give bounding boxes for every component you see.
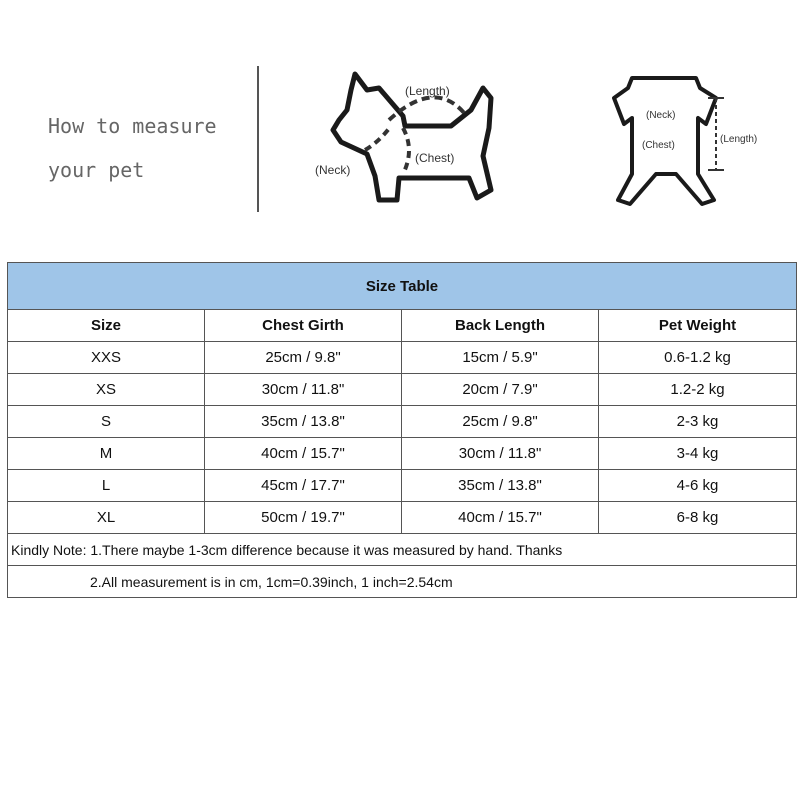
chest-measure-line — [403, 128, 409, 174]
table-row — [8, 374, 797, 406]
note-row — [8, 534, 797, 566]
size-cell: S — [8, 406, 205, 438]
column-header: Pet Weight — [599, 310, 797, 342]
pet-weight-cell: 3-4 kg — [599, 438, 797, 470]
dog-length-label: (Length) — [405, 84, 450, 98]
table-row — [8, 342, 797, 374]
size-cell: XS — [8, 374, 205, 406]
table-row — [8, 470, 797, 502]
title-line-2: your pet — [48, 158, 145, 182]
chest-girth-cell: 40cm / 15.7" — [205, 438, 402, 470]
neck-measure-line — [365, 126, 391, 150]
back-length-cell: 20cm / 7.9" — [402, 374, 599, 406]
back-length-cell: 40cm / 15.7" — [402, 502, 599, 534]
dog-chest-label: (Chest) — [415, 151, 455, 165]
size-cell: XXS — [8, 342, 205, 374]
pet-weight-cell: 4-6 kg — [599, 470, 797, 502]
table-row — [8, 438, 797, 470]
kindly-note-1: Kindly Note: 1.There maybe 1-3cm difference because it was measured by hand. Thanks — [8, 534, 797, 566]
title-line-1: How to measure — [48, 114, 217, 138]
column-header: Back Length — [402, 310, 599, 342]
size-cell: XL — [8, 502, 205, 534]
size-table-caption: Size Table — [8, 263, 797, 310]
chest-girth-cell: 50cm / 19.7" — [205, 502, 402, 534]
chest-girth-cell: 25cm / 9.8" — [205, 342, 402, 374]
shirt-length-label: (Length) — [720, 134, 758, 145]
shirt-measure-diagram — [592, 76, 772, 208]
pet-weight-cell: 1.2-2 kg — [599, 374, 797, 406]
shirt-chest-label: (Chest) — [642, 140, 675, 151]
size-cell: M — [8, 438, 205, 470]
back-length-cell: 15cm / 5.9" — [402, 342, 599, 374]
pet-weight-cell: 2-3 kg — [599, 406, 797, 438]
column-header: Size — [8, 310, 205, 342]
size-cell: L — [8, 470, 205, 502]
pet-weight-cell: 6-8 kg — [599, 502, 797, 534]
pet-weight-cell: 0.6-1.2 kg — [599, 342, 797, 374]
table-row — [8, 502, 797, 534]
note-row — [8, 566, 797, 598]
back-length-cell: 35cm / 13.8" — [402, 470, 599, 502]
dog-neck-label: (Neck) — [315, 163, 351, 177]
divider-line — [257, 66, 259, 212]
back-length-cell: 30cm / 11.8" — [402, 438, 599, 470]
table-header-row — [8, 310, 797, 342]
table-row — [8, 406, 797, 438]
kindly-note-2: 2.All measurement is in cm, 1cm=0.39inch, 1 inch=2.54cm — [8, 566, 797, 598]
chest-girth-cell: 30cm / 11.8" — [205, 374, 402, 406]
column-header: Chest Girth — [205, 310, 402, 342]
back-length-cell: 25cm / 9.8" — [402, 406, 599, 438]
dog-measure-diagram — [305, 70, 505, 212]
shirt-neck-label: (Neck) — [646, 110, 676, 121]
size-table — [7, 262, 797, 598]
chest-girth-cell: 35cm / 13.8" — [205, 406, 402, 438]
chest-girth-cell: 45cm / 17.7" — [205, 470, 402, 502]
